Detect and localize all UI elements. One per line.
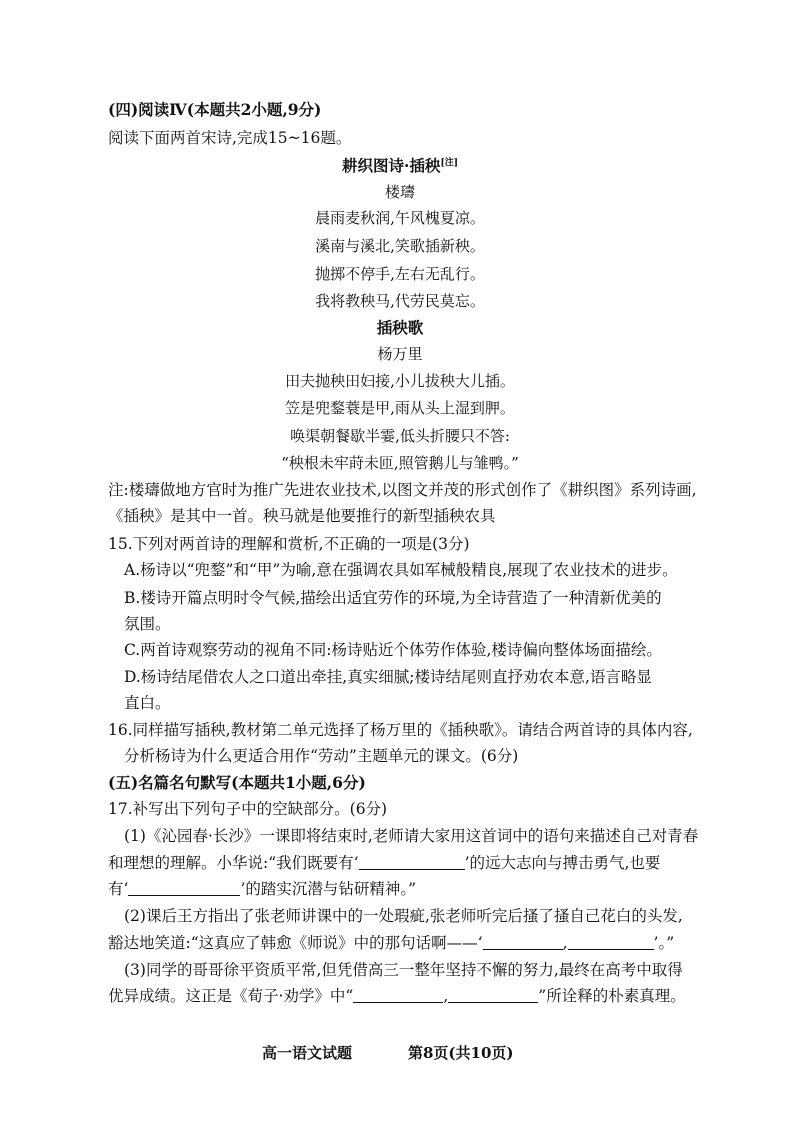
q17-part1-text: ’的踏实沉潜与钻研精神。” xyxy=(240,880,417,898)
poem1-line: 我将教秧马,代劳民莫忘。 xyxy=(315,292,485,310)
q17-part1: (1)《沁园春·长沙》一课即将结束时,老师请大家用这首词中的语句来描述自己对青春 xyxy=(124,827,699,845)
question-17-stem: 17.补写出下列句子中的空缺部分。(6分) xyxy=(108,800,388,818)
poem2-title: 插秧歌 xyxy=(376,318,424,337)
q17-part1-text: 有‘ xyxy=(108,880,129,898)
q17-part2-line2 xyxy=(108,933,674,953)
question-15-stem: 15.下列对两首诗的理解和赏析,不正确的一项是(3分) xyxy=(108,535,470,553)
reading-instruction: 阅读下面两首宋诗,完成15~16题。 xyxy=(108,129,352,147)
footer-subject: 高一语文试题 xyxy=(262,1044,353,1062)
q17-part3-line2 xyxy=(108,986,686,1006)
answer-blank[interactable] xyxy=(568,934,654,950)
poem1-note-mark: [注] xyxy=(440,157,458,168)
question-16-stem-continued: 分析杨诗为什么更适合用作“劳动”主题单元的课文。(6分) xyxy=(124,747,519,765)
q17-part1-line3 xyxy=(108,879,416,899)
q17-part3: (3)同学的哥哥徐平资质平常,但凭借高三一整年坚持不懈的努力,最终在高考中取得 xyxy=(124,961,683,979)
question-16-stem: 16.同样描写插秧,教材第二单元选择了杨万里的《插秧歌》。请结合两首诗的具体内容, xyxy=(108,721,693,739)
q17-part1-line2 xyxy=(108,853,660,873)
q17-part2: (2)课后王方指出了张老师讲课中的一处瑕疵,张老师听完后搔了搔自己花白的头发, xyxy=(124,907,683,925)
poem2-line: 田夫抛秧田妇接,小儿拔秧大儿插。 xyxy=(285,372,515,390)
q17-part3-text: ”所诠释的朴素真理。 xyxy=(538,987,686,1005)
q17-part3-comma: , xyxy=(443,987,449,1005)
poem2-line: 笠是兜鍪蓑是甲,雨从头上湿到胛。 xyxy=(285,399,515,417)
section-heading-recitation: (五)名篇名句默写(本题共1小题,6分) xyxy=(108,773,366,792)
q17-part2-comma: , xyxy=(562,934,568,952)
q15-option-d: D.杨诗结尾借农人之口道出牵挂,真实细腻;楼诗结尾则直抒劝农本意,语言略显 xyxy=(124,668,652,686)
poem1-line: 抛掷不停手,左右无乱行。 xyxy=(315,265,485,283)
answer-blank[interactable] xyxy=(483,934,563,950)
q17-part2-text: ’。” xyxy=(653,934,675,952)
q15-option-b-continued: 氛围。 xyxy=(124,615,171,633)
section-heading-reading-4: (四)阅读Ⅳ(本题共2小题,9分) xyxy=(108,100,322,119)
q17-part1-text: ’的远大志向与搏击勇气,也要 xyxy=(464,854,661,872)
answer-blank[interactable] xyxy=(353,987,443,1003)
q17-part2-text: 豁达地笑道:“这真应了韩愈《师说》中的那句话啊——‘ xyxy=(108,934,483,952)
poem-note: 注:楼璹做地方官时为推广先进农业技术,以图文并茂的形式创作了《耕织图》系列诗画, xyxy=(108,481,697,499)
poem1-title xyxy=(0,156,800,176)
answer-blank[interactable] xyxy=(359,854,465,870)
poem-note-continued: 《插秧》是其中一首。秧马就是他要推行的新型插秧农具 xyxy=(108,507,496,525)
poem2-line: 唤渠朝餐歇半霎,低头折腰只不答: xyxy=(290,427,510,445)
q15-option-b: B.楼诗开篇点明时令气候,描绘出适宜劳作的环境,为全诗营造了一种清新优美的 xyxy=(124,589,662,607)
footer-page-number: 第8页(共10页) xyxy=(408,1044,514,1062)
q17-part1-text: 和理想的理解。小华说:“我们既要有‘ xyxy=(108,854,359,872)
poem1-title-text: 耕织图诗·插秧 xyxy=(342,156,441,175)
q15-option-c: C.两首诗观察劳动的视角不同:杨诗贴近个体劳作体验,楼诗偏向整体场面描绘。 xyxy=(124,641,662,659)
q15-option-a: A.杨诗以“兜鍪”和“甲”为喻,意在强调农具如军械般精良,展现了农业技术的进步。 xyxy=(124,561,678,579)
answer-blank[interactable] xyxy=(448,987,538,1003)
poem1-line: 晨雨麦秋润,午风槐夏凉。 xyxy=(315,209,485,227)
poem2-author: 杨万里 xyxy=(377,345,423,363)
poem2-line: “秧根未牢莳未匝,照管鹅儿与雏鸭。” xyxy=(281,454,519,472)
poem1-author: 楼璹 xyxy=(384,183,415,201)
answer-blank[interactable] xyxy=(128,880,240,896)
poem1-line: 溪南与溪北,笑歌插新秧。 xyxy=(315,237,485,255)
q17-part3-text: 优异成绩。这正是《荀子·劝学》中“ xyxy=(108,987,354,1005)
q15-option-d-continued: 直白。 xyxy=(124,694,171,712)
